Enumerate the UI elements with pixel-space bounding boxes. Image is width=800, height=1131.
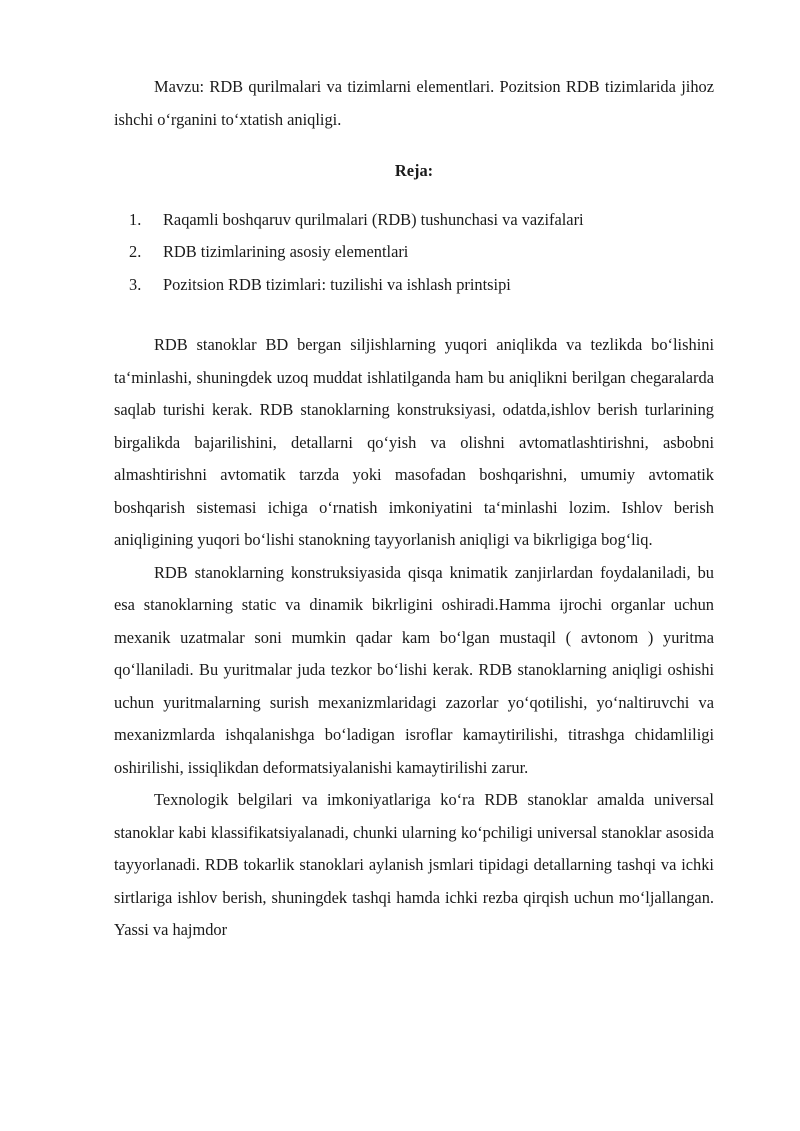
plan-item (129, 204, 714, 237)
plan-item-text: RDB tizimlarining asosiy elementlari (163, 242, 409, 261)
plan-item-number: 1. (129, 209, 142, 229)
plan-item-text: Pozitsion RDB tizimlari: tuzilishi va ishlash printsipi (163, 274, 511, 294)
body-paragraph: RDB stanoklar BD bergan siljishlarning yuqori aniqlikda va tezlikda bo‘lishini ta‘minlashi, shuningdek uzoq muddat ishlatilganda ham bu aniqlikni berilgan chegaralarda saqlab turishi kerak. RDB stanoklarning konstruksiyasi, odatda,ishlov berish turlarining birgalikda bajarilishini, detallarni qo‘yish va olishni avtomatlashtirishni, asbobni almashtirishni avtomatik tarzda yoki masofadan boshqarishni, umumiy avtomatik boshqarish sistemasi ichiga o‘rnatish imkoniyatini ta‘minlashi lozim. Ishlov berish aniqligining yuqori bo‘lishi stanokning tayyorlanish aniqligi va bikrligiga bog‘liq. (114, 335, 714, 549)
plan-item-number: 2. (129, 242, 142, 261)
plan-item-text: Raqamli boshqaruv qurilmalari (RDB) tushunchasi va vazifalari (163, 209, 584, 229)
body-paragraph: RDB stanoklarning konstruksiyasida qisqa knimatik zanjirlardan foydalaniladi, bu esa stanoklarning static va dinamik bikrligini oshiradi.Hamma ijrochi organlar uchun mexanik uzatmalar soni mumkin qadar kam bo‘lgan mustaqil ( avtonom ) yuritma qo‘llaniladi. Bu yuritmalar juda tezkor bo‘lishi kerak. RDB stanoklarning aniqligi oshishi uchun yuritmalarning surish mexanizmlaridagi zazorlar yo‘qotilishi, yo‘naltiruvchi va mexanizmlarda ishqalanishga bo‘ladigan isroflar kamaytirilishi, titrashga chidamliligi oshirilishi, issiqlikdan deformatsiyalanishi kamaytirilishi zarur. (114, 562, 714, 777)
plan-list (114, 204, 714, 302)
topic-title: Mavzu: RDB qurilmalari va tizimlarni elementlari. Pozitsion RDB tizimlarida jihoz ishchi o‘rganini to‘xtatish aniqligi. (114, 77, 714, 129)
plan-heading: Reja: (394, 161, 434, 180)
plan-item (129, 269, 714, 302)
body-paragraph: Texnologik belgilari va imkoniyatlariga ko‘ra RDB stanoklar amalda universal stanoklar kabi klassifikatsiyalanadi, chunki ularning ko‘pchiligi universal stanoklar asosida tayyorlanadi. RDB tokarlik stanoklari aylanish jsmlari tipidagi detallarning tashqi va ichki sirtlariga ishlov berish, shuningdek tashqi hamda ichki rezba qirqish uchun mo‘ljallangan. Yassi va hajmdor (114, 790, 714, 939)
plan-item-number: 3. (129, 274, 142, 294)
document-page (114, 71, 714, 947)
plan-item (129, 236, 714, 269)
